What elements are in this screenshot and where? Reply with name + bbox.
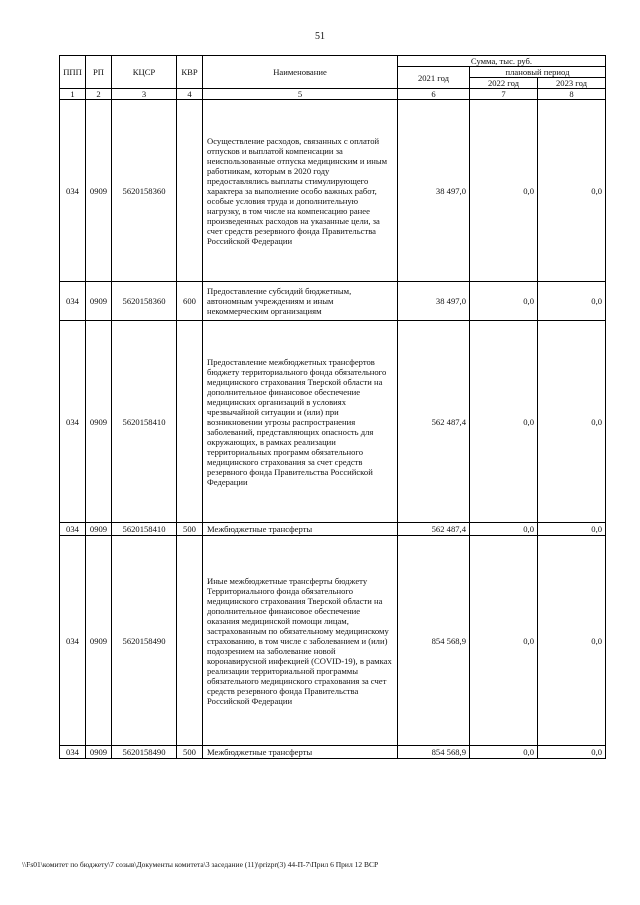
- col-number: 1: [60, 89, 86, 100]
- table-row: [60, 746, 606, 759]
- cell-rp: 0909: [86, 321, 112, 523]
- footer-file-path: \\Fs01\комитет по бюджету\7 созыв\Документы комитета\3 заседание (11)\prizpr(3) 44-П-7\Прил 6 Прил 12 ВСР: [22, 860, 379, 869]
- cell-name: Иные межбюджетные трансферты бюджету Территориального фонда обязательного медицинского страхования Тверской области на дополнительное финансовое обеспечение оказания медицинской помощи лицам, застрахованным по обязательному медицинскому страхованию, в том числе с заболеванием и (или) подозрением на заболевание новой коронавирусной инфекцией (COVID-19), в рамках реализации территориальной программы обязательного медицинского страхования за счет средств резервного фонда Правительства Российской Федерации: [203, 536, 398, 746]
- cell-kvr: 600: [177, 282, 203, 321]
- cell-2023: 0,0: [538, 100, 606, 282]
- cell-2022: 0,0: [470, 282, 538, 321]
- cell-kvr: [177, 536, 203, 746]
- header-ppp: ППП: [60, 56, 86, 89]
- cell-2023: 0,0: [538, 321, 606, 523]
- cell-2022: 0,0: [470, 100, 538, 282]
- cell-2021: 38 497,0: [398, 100, 470, 282]
- cell-kvr: [177, 100, 203, 282]
- cell-name: Осуществление расходов, связанных с оплатой отпусков и выплатой компенсации за неиспользованные отпуска медицинским и иным работникам, которым в 2020 году предоставлялись выплаты стимулирующего характера за выполнение особо важных работ, особые условия труда и дополнительную нагрузку, в том числе на компенсацию ранее произведенных расходов на указанные цели, за счет средств резервного фонда Правительства Российской Федерации: [203, 100, 398, 282]
- header-name: Наименование: [203, 56, 398, 89]
- cell-2023: 0,0: [538, 536, 606, 746]
- col-number: 7: [470, 89, 538, 100]
- cell-2021: 38 497,0: [398, 282, 470, 321]
- cell-kcsr: 5620158410: [112, 523, 177, 536]
- header-sum: Сумма, тыс. руб.: [398, 56, 606, 67]
- cell-ppp: 034: [60, 746, 86, 759]
- cell-kcsr: 5620158490: [112, 746, 177, 759]
- cell-kcsr: 5620158360: [112, 282, 177, 321]
- cell-2023: 0,0: [538, 523, 606, 536]
- cell-ppp: 034: [60, 100, 86, 282]
- table-row: [60, 536, 606, 746]
- cell-ppp: 034: [60, 321, 86, 523]
- cell-ppp: 034: [60, 282, 86, 321]
- cell-name: Межбюджетные трансферты: [203, 746, 398, 759]
- cell-2021: 854 568,9: [398, 536, 470, 746]
- cell-kcsr: 5620158410: [112, 321, 177, 523]
- cell-kvr: 500: [177, 523, 203, 536]
- header-rp: РП: [86, 56, 112, 89]
- col-number: 6: [398, 89, 470, 100]
- cell-kcsr: 5620158360: [112, 100, 177, 282]
- table-row: [60, 282, 606, 321]
- cell-rp: 0909: [86, 746, 112, 759]
- col-number: 3: [112, 89, 177, 100]
- cell-kcsr: 5620158490: [112, 536, 177, 746]
- col-number: 4: [177, 89, 203, 100]
- cell-rp: 0909: [86, 282, 112, 321]
- budget-table: [59, 55, 606, 759]
- col-number: 2: [86, 89, 112, 100]
- header-2021: 2021 год: [398, 67, 470, 89]
- cell-2023: 0,0: [538, 282, 606, 321]
- col-number: 5: [203, 89, 398, 100]
- cell-name: Межбюджетные трансферты: [203, 523, 398, 536]
- cell-2022: 0,0: [470, 536, 538, 746]
- cell-ppp: 034: [60, 523, 86, 536]
- table-row: [60, 321, 606, 523]
- cell-2021: 562 487,4: [398, 523, 470, 536]
- cell-2022: 0,0: [470, 746, 538, 759]
- cell-2021: 854 568,9: [398, 746, 470, 759]
- header-kcsr: КЦСР: [112, 56, 177, 89]
- cell-2023: 0,0: [538, 746, 606, 759]
- cell-rp: 0909: [86, 536, 112, 746]
- cell-2021: 562 487,4: [398, 321, 470, 523]
- table-row: [60, 100, 606, 282]
- cell-name: Предоставление субсидий бюджетным, автономным учреждениям и иным некоммерческим организациям: [203, 282, 398, 321]
- table-row: [60, 523, 606, 536]
- header-kvr: КВР: [177, 56, 203, 89]
- cell-kvr: [177, 321, 203, 523]
- col-number: 8: [538, 89, 606, 100]
- cell-2022: 0,0: [470, 321, 538, 523]
- cell-kvr: 500: [177, 746, 203, 759]
- header-planned-period: плановый период: [470, 67, 606, 78]
- header-2023: 2023 год: [538, 78, 606, 89]
- cell-ppp: 034: [60, 536, 86, 746]
- cell-rp: 0909: [86, 523, 112, 536]
- header-2022: 2022 год: [470, 78, 538, 89]
- page-number: 51: [315, 31, 325, 42]
- cell-2022: 0,0: [470, 523, 538, 536]
- cell-rp: 0909: [86, 100, 112, 282]
- cell-name: Предоставление межбюджетных трансфертов бюджету территориального фонда обязательного медицинского страхования Тверской области на дополнительное финансовое обеспечение медицинских организаций в условиях чрезвычайной ситуации и (или) при возникновении угрозы распространения заболеваний, представляющих опасность для окружающих, в рамках реализации территориальных программ обязательного медицинского страхования за счет средств резервного фонда Правительства Российской Федерации: [203, 321, 398, 523]
